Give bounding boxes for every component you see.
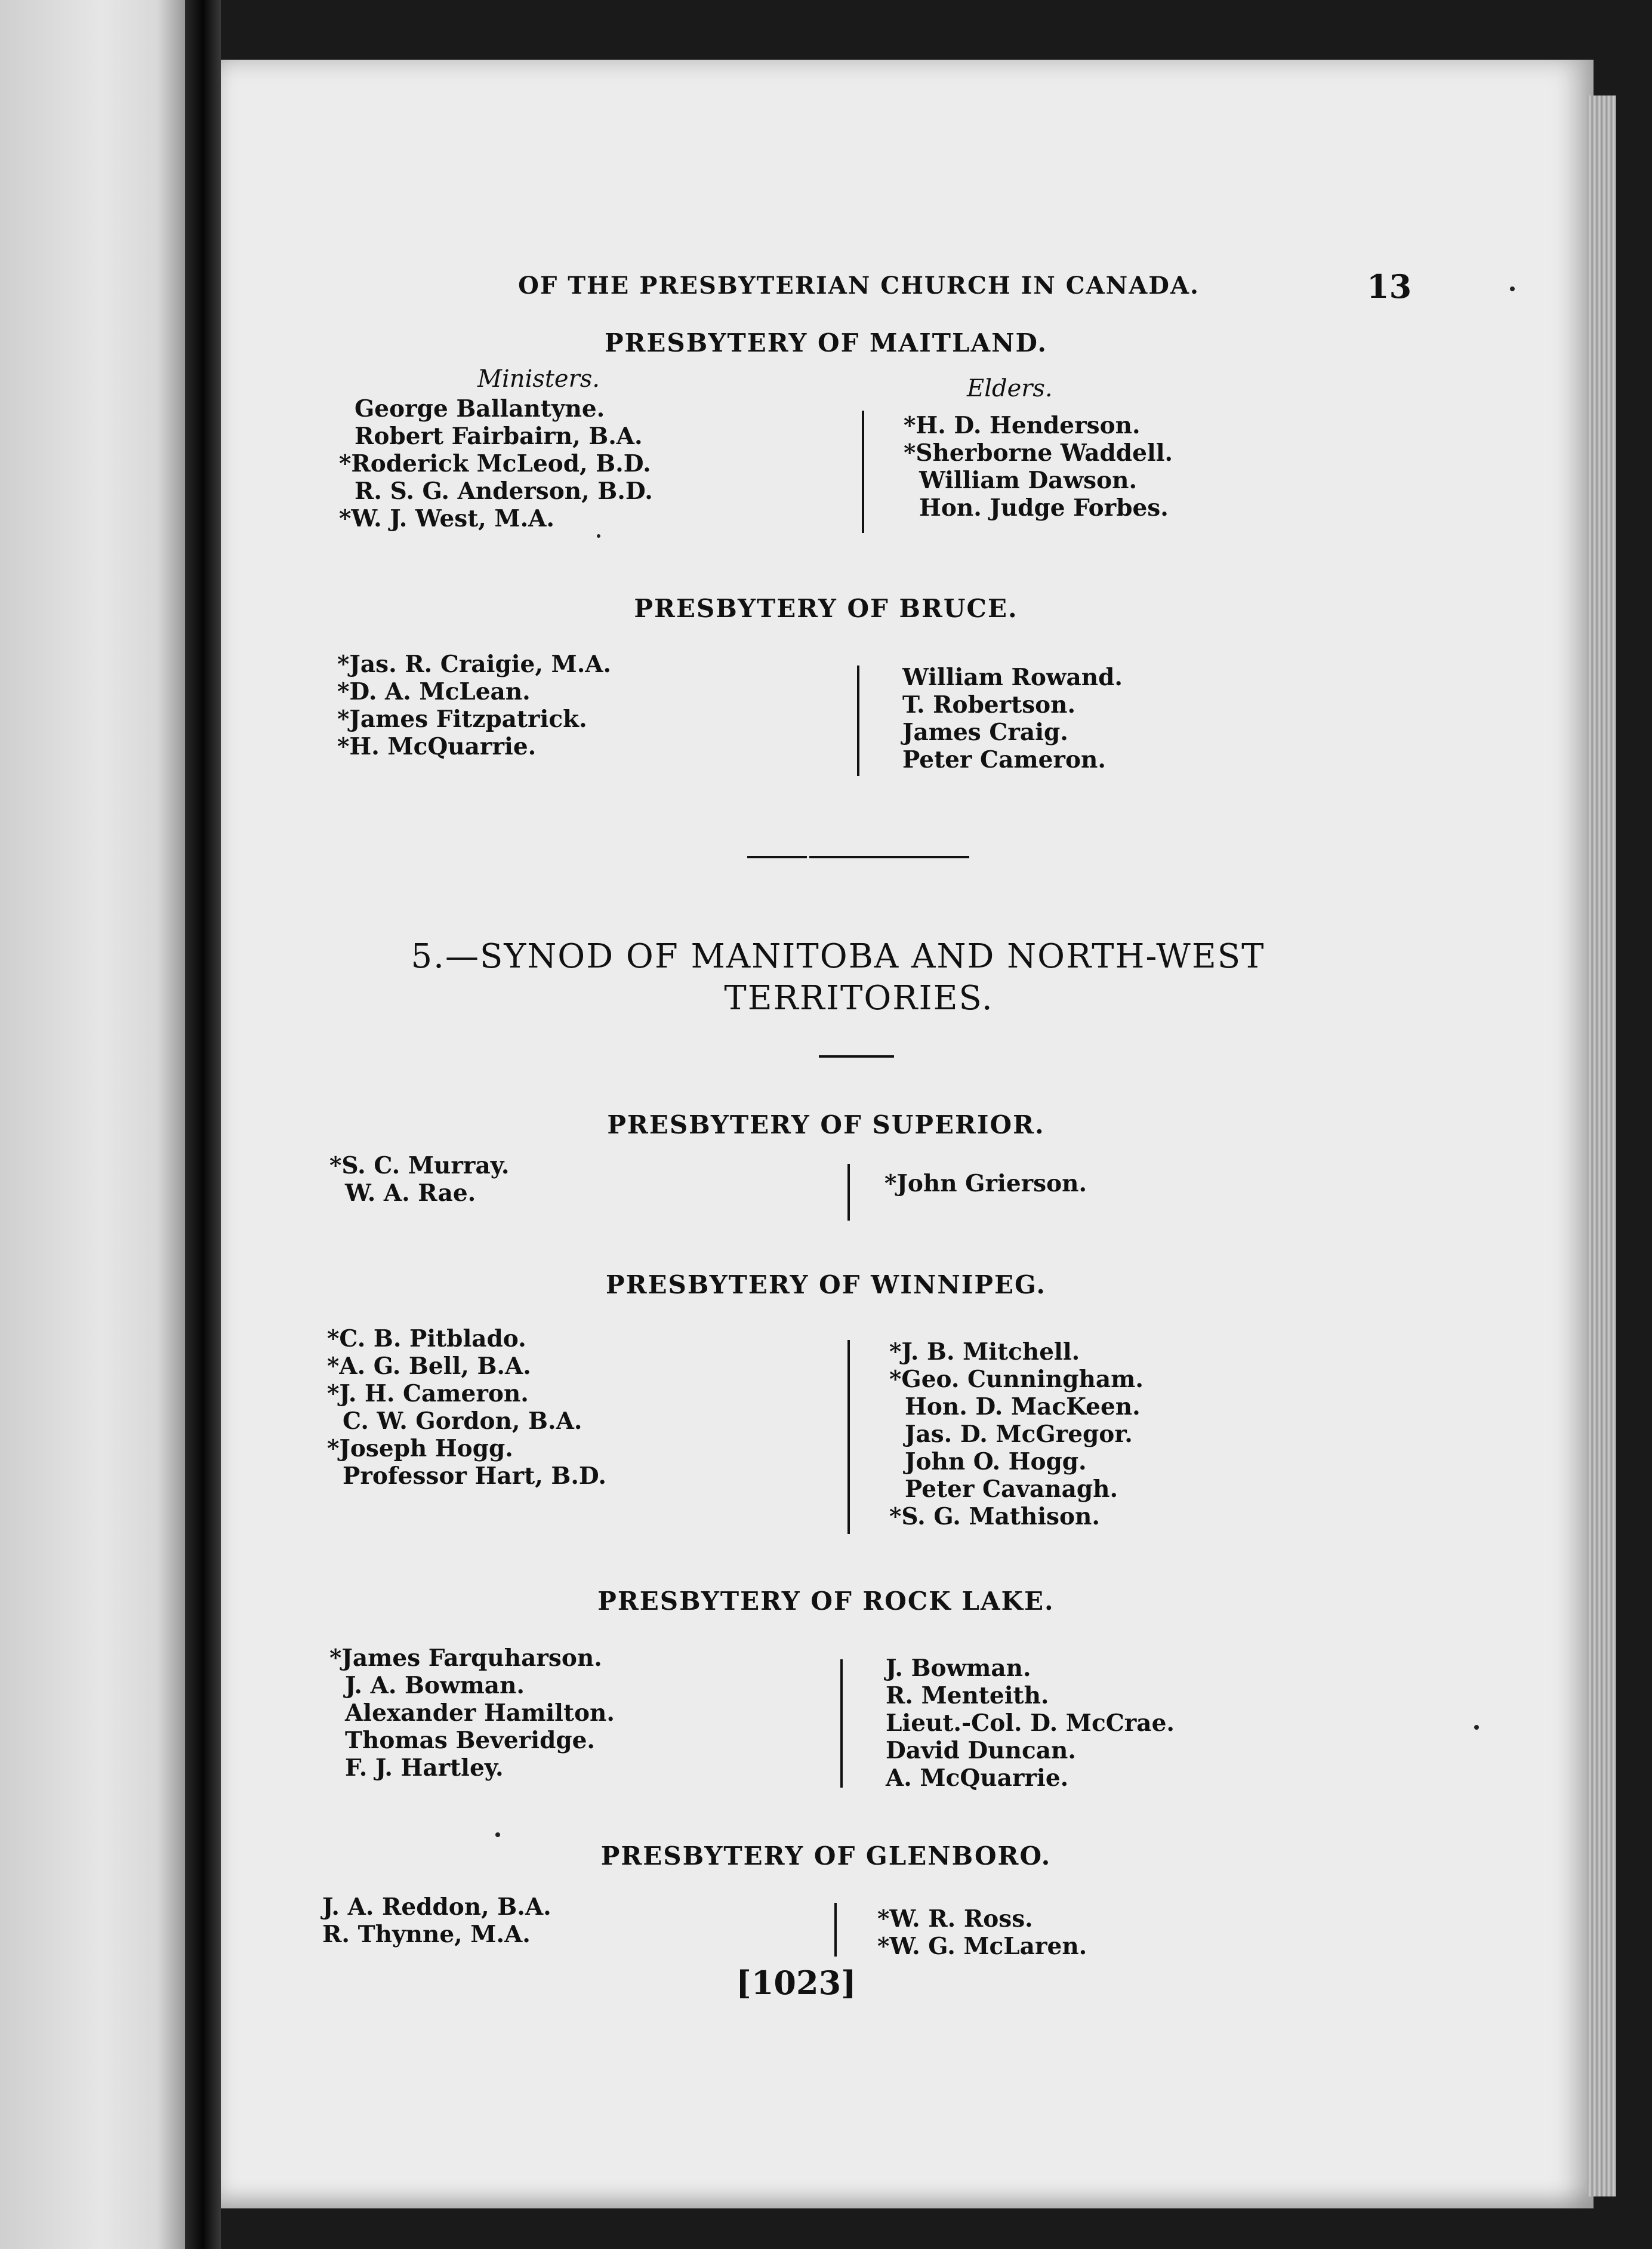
- heading-bruce: PRESBYTERY OF BRUCE.: [634, 594, 1018, 623]
- elder: R. Menteith.: [886, 1682, 1049, 1709]
- elders-list-glenboro: [877, 1905, 1087, 1960]
- column-divider: [862, 411, 864, 533]
- footer-page-reference: [1023]: [736, 1964, 856, 2002]
- elder: *J. B. Mitchell.: [889, 1338, 1080, 1366]
- minister: J. A. Reddon, B.A.: [322, 1893, 551, 1921]
- column-divider: [847, 1164, 850, 1221]
- minister: *H. McQuarrie.: [337, 733, 537, 760]
- elder: *H. D. Henderson.: [904, 412, 1141, 439]
- elders-list-rock-lake: [886, 1655, 1175, 1792]
- elder: William Rowand.: [902, 664, 1123, 691]
- column-divider: [857, 666, 859, 776]
- elder: *John Grierson.: [884, 1170, 1087, 1197]
- column-divider: [840, 1659, 843, 1788]
- synod-title: [0, 936, 1652, 1019]
- minister: F. J. Hartley.: [345, 1754, 504, 1782]
- ministers-list-winnipeg: [327, 1325, 606, 1490]
- minister: *W. J. West, M.A.: [339, 505, 554, 532]
- elder: *W. R. Ross.: [877, 1905, 1033, 1933]
- column-divider: [834, 1903, 837, 1957]
- minister: Robert Fairbairn, B.A.: [355, 423, 643, 450]
- speck: [495, 1832, 500, 1837]
- minister: *D. A. McLean.: [337, 678, 531, 705]
- elder: A. McQuarrie.: [886, 1764, 1069, 1792]
- elder: Peter Cameron.: [902, 746, 1106, 774]
- minister: *Jas. R. Craigie, M.A.: [337, 651, 612, 678]
- heading-winnipeg: PRESBYTERY OF WINNIPEG.: [606, 1270, 1046, 1299]
- ministers-label: Ministers.: [477, 365, 600, 393]
- heading-maitland: PRESBYTERY OF MAITLAND.: [604, 328, 1048, 358]
- elders-list-superior: [884, 1170, 1087, 1197]
- elders-list-winnipeg: [889, 1338, 1144, 1530]
- elder: William Dawson.: [919, 467, 1138, 494]
- elder: John O. Hogg.: [905, 1448, 1087, 1475]
- minister: George Ballantyne.: [355, 395, 605, 423]
- synod-line-2: TERRITORIES.: [724, 979, 994, 1018]
- synod-line-1: 5.—SYNOD OF MANITOBA AND NORTH-WEST: [411, 937, 1265, 976]
- minister: Thomas Beveridge.: [345, 1727, 596, 1754]
- column-divider: [847, 1340, 850, 1534]
- minister: *J. H. Cameron.: [327, 1380, 529, 1407]
- elder: *Sherborne Waddell.: [904, 439, 1173, 467]
- elder: Lieut.-Col. D. McCrae.: [886, 1709, 1175, 1737]
- elders-list-maitland: [904, 412, 1173, 522]
- minister: W. A. Rae.: [345, 1179, 476, 1207]
- elder: David Duncan.: [886, 1737, 1076, 1764]
- elder: J. Bowman.: [886, 1655, 1031, 1682]
- page-edge: [1588, 95, 1616, 2196]
- elders-list-bruce: [902, 664, 1123, 774]
- elder: Hon. D. MacKeen.: [905, 1393, 1141, 1421]
- elder: Peter Cavanagh.: [905, 1475, 1118, 1503]
- ministers-list-superior: [329, 1152, 510, 1207]
- heading-superior: PRESBYTERY OF SUPERIOR.: [607, 1110, 1045, 1139]
- minister: C. W. Gordon, B.A.: [343, 1407, 582, 1435]
- elder: *Geo. Cunningham.: [889, 1366, 1144, 1393]
- section-rule: [747, 856, 807, 858]
- heading-rock-lake: PRESBYTERY OF ROCK LAKE.: [597, 1586, 1055, 1616]
- heading-glenboro: PRESBYTERY OF GLENBORO.: [600, 1841, 1052, 1871]
- minister: Professor Hart, B.D.: [343, 1462, 606, 1490]
- section-rule: [809, 856, 969, 858]
- synod-rule: [819, 1055, 894, 1058]
- ministers-list-maitland: [339, 395, 653, 532]
- ministers-list-rock-lake: [329, 1644, 615, 1782]
- elder: *W. G. McLaren.: [877, 1933, 1087, 1960]
- minister: R. Thynne, M.A.: [322, 1921, 531, 1948]
- speck: [597, 534, 600, 538]
- page-number: 13: [1367, 267, 1412, 306]
- minister: *James Fitzpatrick.: [337, 705, 587, 733]
- minister: *Joseph Hogg.: [327, 1435, 513, 1462]
- elder: Jas. D. McGregor.: [905, 1421, 1133, 1448]
- minister: R. S. G. Anderson, B.D.: [355, 477, 653, 505]
- ministers-list-glenboro: [322, 1893, 551, 1948]
- elders-label: Elders.: [967, 375, 1053, 402]
- running-head: OF THE PRESBYTERIAN CHURCH IN CANADA.: [518, 272, 1200, 300]
- minister: *S. C. Murray.: [329, 1152, 510, 1179]
- ministers-list-bruce: [337, 651, 611, 760]
- elder: T. Robertson.: [902, 691, 1076, 719]
- minister: Alexander Hamilton.: [345, 1699, 615, 1727]
- minister: *Roderick McLeod, B.D.: [339, 450, 651, 477]
- minister: J. A. Bowman.: [345, 1672, 525, 1699]
- minister: *C. B. Pitblado.: [327, 1325, 526, 1353]
- minister: *James Farquharson.: [329, 1644, 602, 1672]
- elder: James Craig.: [902, 719, 1068, 746]
- minister: *A. G. Bell, B.A.: [327, 1353, 531, 1380]
- elder: *S. G. Mathison.: [889, 1503, 1100, 1530]
- speck: [1474, 1725, 1479, 1730]
- elder: Hon. Judge Forbes.: [919, 494, 1169, 522]
